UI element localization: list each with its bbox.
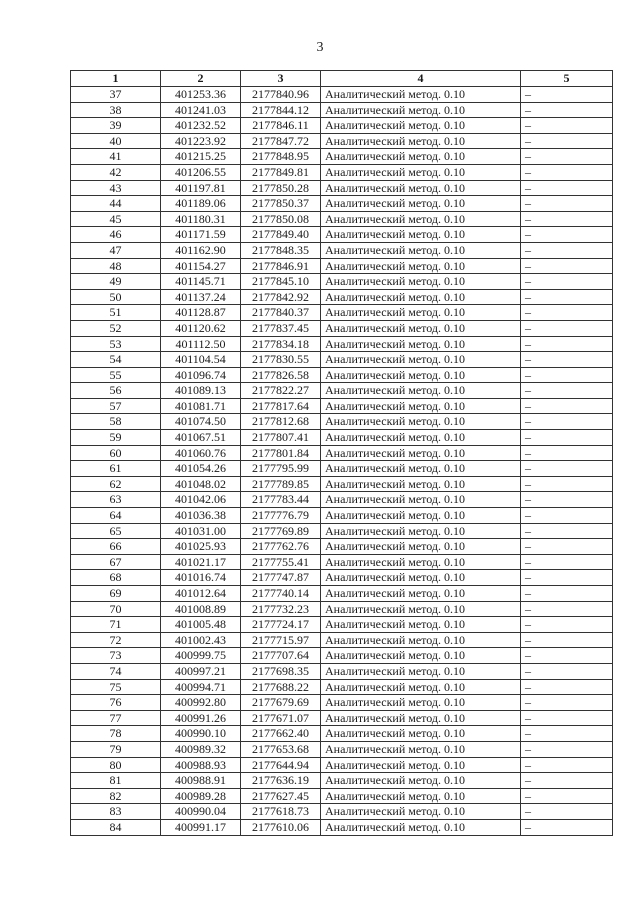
table-cell-col-5: – <box>521 398 613 414</box>
table-cell-col-3: 2177807.41 <box>241 430 321 446</box>
table-cell-col-2: 401162.90 <box>161 242 241 258</box>
table-cell-col-2: 401067.51 <box>161 430 241 446</box>
table-cell-col-2: 401054.26 <box>161 461 241 477</box>
table-cell-col-4: Аналитический метод. 0.10 <box>321 242 521 258</box>
table-cell-col-3: 2177850.08 <box>241 211 321 227</box>
table-cell-col-1: 43 <box>71 180 161 196</box>
table-cell-col-1: 39 <box>71 118 161 134</box>
table-cell-col-3: 2177740.14 <box>241 586 321 602</box>
table-cell-col-1: 48 <box>71 258 161 274</box>
table-cell-col-4: Аналитический метод. 0.10 <box>321 274 521 290</box>
table-cell-col-4: Аналитический метод. 0.10 <box>321 352 521 368</box>
table-cell-col-5: – <box>521 211 613 227</box>
table-cell-col-1: 80 <box>71 757 161 773</box>
table-cell-col-1: 70 <box>71 601 161 617</box>
table-row <box>71 788 613 804</box>
table-cell-col-5: – <box>521 414 613 430</box>
table-row <box>71 523 613 539</box>
table-cell-col-1: 60 <box>71 445 161 461</box>
table-cell-col-5: – <box>521 726 613 742</box>
table-cell-col-2: 401137.24 <box>161 289 241 305</box>
table-cell-col-1: 58 <box>71 414 161 430</box>
table-cell-col-4: Аналитический метод. 0.10 <box>321 617 521 633</box>
table-row <box>71 227 613 243</box>
table-row <box>71 242 613 258</box>
table-row <box>71 492 613 508</box>
table-row <box>71 648 613 664</box>
table-cell-col-4: Аналитический метод. 0.10 <box>321 710 521 726</box>
table-cell-col-2: 400994.71 <box>161 679 241 695</box>
table-cell-col-5: – <box>521 352 613 368</box>
table-row <box>71 695 613 711</box>
table-cell-col-2: 401096.74 <box>161 367 241 383</box>
table-cell-col-4: Аналитический метод. 0.10 <box>321 398 521 414</box>
table-cell-col-3: 2177636.19 <box>241 773 321 789</box>
table-cell-col-2: 401223.92 <box>161 133 241 149</box>
table-cell-col-5: – <box>521 773 613 789</box>
table-body <box>71 87 613 836</box>
table-row <box>71 586 613 602</box>
table-cell-col-1: 55 <box>71 367 161 383</box>
table-cell-col-3: 2177789.85 <box>241 476 321 492</box>
table-cell-col-3: 2177698.35 <box>241 663 321 679</box>
table-cell-col-4: Аналитический метод. 0.10 <box>321 819 521 835</box>
table-row <box>71 87 613 103</box>
table-header-row <box>71 71 613 87</box>
table-cell-col-3: 2177840.37 <box>241 305 321 321</box>
table-cell-col-2: 400989.28 <box>161 788 241 804</box>
table-cell-col-5: – <box>521 461 613 477</box>
table-cell-col-2: 401005.48 <box>161 617 241 633</box>
table-row <box>71 679 613 695</box>
table-cell-col-2: 401215.25 <box>161 149 241 165</box>
table-cell-col-5: – <box>521 570 613 586</box>
table-cell-col-2: 401021.17 <box>161 554 241 570</box>
table-cell-col-4: Аналитический метод. 0.10 <box>321 523 521 539</box>
table-cell-col-5: – <box>521 133 613 149</box>
table-cell-col-5: – <box>521 523 613 539</box>
table-cell-col-4: Аналитический метод. 0.10 <box>321 586 521 602</box>
table-cell-col-4: Аналитический метод. 0.10 <box>321 461 521 477</box>
table-cell-col-2: 401008.89 <box>161 601 241 617</box>
table-cell-col-3: 2177849.40 <box>241 227 321 243</box>
table-row <box>71 554 613 570</box>
table-cell-col-3: 2177830.55 <box>241 352 321 368</box>
table-cell-col-2: 400990.10 <box>161 726 241 742</box>
table-cell-col-2: 401180.31 <box>161 211 241 227</box>
table-cell-col-4: Аналитический метод. 0.10 <box>321 289 521 305</box>
table-cell-col-3: 2177662.40 <box>241 726 321 742</box>
table-cell-col-1: 50 <box>71 289 161 305</box>
table-cell-col-1: 51 <box>71 305 161 321</box>
table-cell-col-2: 401025.93 <box>161 539 241 555</box>
table-cell-col-1: 42 <box>71 164 161 180</box>
table-cell-col-1: 81 <box>71 773 161 789</box>
table-cell-col-5: – <box>521 476 613 492</box>
table-cell-col-2: 401241.03 <box>161 102 241 118</box>
table-cell-col-1: 74 <box>71 663 161 679</box>
table-row <box>71 133 613 149</box>
table-cell-col-1: 77 <box>71 710 161 726</box>
table-cell-col-4: Аналитический метод. 0.10 <box>321 133 521 149</box>
table-cell-col-1: 66 <box>71 539 161 555</box>
table-cell-col-4: Аналитический метод. 0.10 <box>321 445 521 461</box>
table-cell-col-5: – <box>521 539 613 555</box>
table-cell-col-2: 401031.00 <box>161 523 241 539</box>
table-row <box>71 601 613 617</box>
table-cell-col-1: 47 <box>71 242 161 258</box>
table-cell-col-5: – <box>521 196 613 212</box>
table-cell-col-2: 401089.13 <box>161 383 241 399</box>
table-cell-col-2: 400999.75 <box>161 648 241 664</box>
table-cell-col-1: 57 <box>71 398 161 414</box>
table-cell-col-4: Аналитический метод. 0.10 <box>321 336 521 352</box>
table-cell-col-4: Аналитический метод. 0.10 <box>321 102 521 118</box>
table-cell-col-5: – <box>521 445 613 461</box>
table-cell-col-2: 401036.38 <box>161 508 241 524</box>
table-cell-col-3: 2177679.69 <box>241 695 321 711</box>
table-cell-col-5: – <box>521 367 613 383</box>
table-cell-col-5: – <box>521 102 613 118</box>
table-cell-col-1: 76 <box>71 695 161 711</box>
table-cell-col-3: 2177795.99 <box>241 461 321 477</box>
table-cell-col-5: – <box>521 258 613 274</box>
table-cell-col-5: – <box>521 819 613 835</box>
table-cell-col-4: Аналитический метод. 0.10 <box>321 492 521 508</box>
table-cell-col-1: 73 <box>71 648 161 664</box>
table-cell-col-3: 2177850.37 <box>241 196 321 212</box>
table-cell-col-5: – <box>521 305 613 321</box>
table-cell-col-4: Аналитический метод. 0.10 <box>321 383 521 399</box>
table-row <box>71 663 613 679</box>
table-cell-col-1: 69 <box>71 586 161 602</box>
table-cell-col-2: 401104.54 <box>161 352 241 368</box>
table-cell-col-5: – <box>521 180 613 196</box>
table-cell-col-5: – <box>521 492 613 508</box>
table-cell-col-4: Аналитический метод. 0.10 <box>321 164 521 180</box>
header-col-3: 3 <box>241 71 321 87</box>
table-cell-col-3: 2177755.41 <box>241 554 321 570</box>
table-cell-col-3: 2177688.22 <box>241 679 321 695</box>
table-cell-col-3: 2177844.12 <box>241 102 321 118</box>
table-cell-col-2: 401120.62 <box>161 320 241 336</box>
table-cell-col-1: 75 <box>71 679 161 695</box>
table-cell-col-1: 52 <box>71 320 161 336</box>
table-row <box>71 289 613 305</box>
table-row <box>71 180 613 196</box>
table-cell-col-5: – <box>521 757 613 773</box>
table-cell-col-1: 82 <box>71 788 161 804</box>
table-cell-col-4: Аналитический метод. 0.10 <box>321 305 521 321</box>
table-cell-col-5: – <box>521 788 613 804</box>
table-cell-col-4: Аналитический метод. 0.10 <box>321 741 521 757</box>
table-cell-col-4: Аналитический метод. 0.10 <box>321 663 521 679</box>
table-row <box>71 508 613 524</box>
table-cell-col-3: 2177801.84 <box>241 445 321 461</box>
table-row <box>71 726 613 742</box>
table-cell-col-4: Аналитический метод. 0.10 <box>321 430 521 446</box>
table-cell-col-2: 401016.74 <box>161 570 241 586</box>
table-cell-col-3: 2177644.94 <box>241 757 321 773</box>
table-cell-col-4: Аналитический метод. 0.10 <box>321 414 521 430</box>
table-cell-col-2: 400997.21 <box>161 663 241 679</box>
table-cell-col-4: Аналитический метод. 0.10 <box>321 320 521 336</box>
table-cell-col-5: – <box>521 586 613 602</box>
table-cell-col-1: 56 <box>71 383 161 399</box>
table-cell-col-3: 2177610.06 <box>241 819 321 835</box>
table-cell-col-3: 2177826.58 <box>241 367 321 383</box>
table-cell-col-2: 401206.55 <box>161 164 241 180</box>
table-cell-col-3: 2177846.11 <box>241 118 321 134</box>
table-cell-col-3: 2177769.89 <box>241 523 321 539</box>
table-cell-col-2: 401253.36 <box>161 87 241 103</box>
table-cell-col-1: 78 <box>71 726 161 742</box>
table-cell-col-3: 2177776.79 <box>241 508 321 524</box>
table-cell-col-5: – <box>521 274 613 290</box>
table-cell-col-4: Аналитический метод. 0.10 <box>321 726 521 742</box>
table-row <box>71 164 613 180</box>
table-cell-col-4: Аналитический метод. 0.10 <box>321 227 521 243</box>
table-cell-col-1: 45 <box>71 211 161 227</box>
table-cell-col-3: 2177822.27 <box>241 383 321 399</box>
table-cell-col-4: Аналитический метод. 0.10 <box>321 180 521 196</box>
table-row <box>71 211 613 227</box>
table-row <box>71 617 613 633</box>
table-cell-col-1: 67 <box>71 554 161 570</box>
table-row <box>71 757 613 773</box>
table-cell-col-4: Аналитический метод. 0.10 <box>321 804 521 820</box>
table-cell-col-3: 2177618.73 <box>241 804 321 820</box>
header-col-5: 5 <box>521 71 613 87</box>
table-cell-col-1: 68 <box>71 570 161 586</box>
table-cell-col-4: Аналитический метод. 0.10 <box>321 196 521 212</box>
table-cell-col-3: 2177783.44 <box>241 492 321 508</box>
table-row <box>71 320 613 336</box>
table-cell-col-5: – <box>521 617 613 633</box>
table-cell-col-3: 2177724.17 <box>241 617 321 633</box>
table-row <box>71 476 613 492</box>
table-cell-col-2: 401060.76 <box>161 445 241 461</box>
table-row <box>71 741 613 757</box>
table-cell-col-5: – <box>521 741 613 757</box>
table-cell-col-2: 401002.43 <box>161 632 241 648</box>
table-cell-col-2: 400991.26 <box>161 710 241 726</box>
table-cell-col-2: 401012.64 <box>161 586 241 602</box>
table-row <box>71 102 613 118</box>
table-cell-col-5: – <box>521 118 613 134</box>
table-cell-col-5: – <box>521 430 613 446</box>
table-cell-col-4: Аналитический метод. 0.10 <box>321 788 521 804</box>
table-cell-col-5: – <box>521 601 613 617</box>
table-cell-col-5: – <box>521 242 613 258</box>
table-cell-col-1: 37 <box>71 87 161 103</box>
table-cell-col-3: 2177847.72 <box>241 133 321 149</box>
table-cell-col-5: – <box>521 289 613 305</box>
table-cell-col-2: 401042.06 <box>161 492 241 508</box>
table-cell-col-4: Аналитический метод. 0.10 <box>321 367 521 383</box>
table-cell-col-3: 2177840.96 <box>241 87 321 103</box>
table-cell-col-1: 53 <box>71 336 161 352</box>
table-cell-col-3: 2177707.64 <box>241 648 321 664</box>
table-cell-col-3: 2177812.68 <box>241 414 321 430</box>
table-cell-col-4: Аналитический метод. 0.10 <box>321 149 521 165</box>
table-cell-col-5: – <box>521 336 613 352</box>
table-cell-col-3: 2177845.10 <box>241 274 321 290</box>
table-row <box>71 196 613 212</box>
table-cell-col-2: 400988.91 <box>161 773 241 789</box>
table-cell-col-5: – <box>521 695 613 711</box>
table-cell-col-2: 401232.52 <box>161 118 241 134</box>
table-cell-col-5: – <box>521 554 613 570</box>
page-number: 3 <box>316 40 324 55</box>
table-cell-col-4: Аналитический метод. 0.10 <box>321 211 521 227</box>
table-cell-col-4: Аналитический метод. 0.10 <box>321 118 521 134</box>
table-cell-col-3: 2177762.76 <box>241 539 321 555</box>
table-cell-col-5: – <box>521 679 613 695</box>
table-cell-col-2: 400991.17 <box>161 819 241 835</box>
table-cell-col-1: 59 <box>71 430 161 446</box>
table-cell-col-2: 401189.06 <box>161 196 241 212</box>
table-cell-col-2: 400990.04 <box>161 804 241 820</box>
table-cell-col-1: 62 <box>71 476 161 492</box>
table-row <box>71 539 613 555</box>
table-cell-col-2: 401145.71 <box>161 274 241 290</box>
table-row <box>71 445 613 461</box>
table-cell-col-4: Аналитический метод. 0.10 <box>321 773 521 789</box>
table-row <box>71 632 613 648</box>
table-row <box>71 305 613 321</box>
table-cell-col-2: 400992.80 <box>161 695 241 711</box>
header-col-2: 2 <box>161 71 241 87</box>
table-row <box>71 383 613 399</box>
table-cell-col-2: 401074.50 <box>161 414 241 430</box>
table-cell-col-1: 46 <box>71 227 161 243</box>
table-row <box>71 398 613 414</box>
table-cell-col-1: 84 <box>71 819 161 835</box>
table-cell-col-3: 2177850.28 <box>241 180 321 196</box>
table-cell-col-1: 40 <box>71 133 161 149</box>
table-cell-col-1: 49 <box>71 274 161 290</box>
table-cell-col-5: – <box>521 320 613 336</box>
table-cell-col-1: 64 <box>71 508 161 524</box>
table-cell-col-4: Аналитический метод. 0.10 <box>321 539 521 555</box>
table-cell-col-4: Аналитический метод. 0.10 <box>321 648 521 664</box>
table-cell-col-5: – <box>521 508 613 524</box>
table-cell-col-2: 401154.27 <box>161 258 241 274</box>
table-cell-col-3: 2177849.81 <box>241 164 321 180</box>
table-row <box>71 118 613 134</box>
table-row <box>71 352 613 368</box>
table-row <box>71 773 613 789</box>
table-cell-col-1: 72 <box>71 632 161 648</box>
table-cell-col-3: 2177747.87 <box>241 570 321 586</box>
table-cell-col-3: 2177671.07 <box>241 710 321 726</box>
table-cell-col-1: 38 <box>71 102 161 118</box>
table-cell-col-2: 401081.71 <box>161 398 241 414</box>
table-cell-col-4: Аналитический метод. 0.10 <box>321 632 521 648</box>
table-cell-col-2: 401128.87 <box>161 305 241 321</box>
table-row <box>71 149 613 165</box>
table-cell-col-4: Аналитический метод. 0.10 <box>321 508 521 524</box>
table-cell-col-2: 401112.50 <box>161 336 241 352</box>
table-cell-col-4: Аналитический метод. 0.10 <box>321 258 521 274</box>
table-cell-col-4: Аналитический метод. 0.10 <box>321 476 521 492</box>
table-cell-col-4: Аналитический метод. 0.10 <box>321 570 521 586</box>
table-cell-col-3: 2177837.45 <box>241 320 321 336</box>
table-cell-col-3: 2177817.64 <box>241 398 321 414</box>
table-cell-col-1: 54 <box>71 352 161 368</box>
header-col-1: 1 <box>71 71 161 87</box>
table-cell-col-5: – <box>521 227 613 243</box>
table-cell-col-5: – <box>521 663 613 679</box>
table-cell-col-1: 44 <box>71 196 161 212</box>
table-row <box>71 258 613 274</box>
table-cell-col-1: 63 <box>71 492 161 508</box>
header-col-4: 4 <box>321 71 521 87</box>
table-cell-col-3: 2177653.68 <box>241 741 321 757</box>
table-cell-col-1: 79 <box>71 741 161 757</box>
table-cell-col-3: 2177627.45 <box>241 788 321 804</box>
table-cell-col-1: 71 <box>71 617 161 633</box>
table-cell-col-3: 2177732.23 <box>241 601 321 617</box>
table-cell-col-4: Аналитический метод. 0.10 <box>321 601 521 617</box>
table-cell-col-4: Аналитический метод. 0.10 <box>321 757 521 773</box>
table-cell-col-5: – <box>521 87 613 103</box>
table-cell-col-1: 61 <box>71 461 161 477</box>
table-row <box>71 710 613 726</box>
table-row <box>71 414 613 430</box>
table-cell-col-5: – <box>521 648 613 664</box>
table-cell-col-2: 400988.93 <box>161 757 241 773</box>
table-cell-col-1: 41 <box>71 149 161 165</box>
table-cell-col-3: 2177842.92 <box>241 289 321 305</box>
table-cell-col-5: – <box>521 632 613 648</box>
table-cell-col-2: 400989.32 <box>161 741 241 757</box>
table-cell-col-3: 2177846.91 <box>241 258 321 274</box>
table-row <box>71 336 613 352</box>
table-cell-col-5: – <box>521 164 613 180</box>
table-cell-col-4: Аналитический метод. 0.10 <box>321 679 521 695</box>
table-row <box>71 461 613 477</box>
table-row <box>71 804 613 820</box>
table-cell-col-5: – <box>521 710 613 726</box>
table-row <box>71 430 613 446</box>
table-cell-col-3: 2177715.97 <box>241 632 321 648</box>
table-cell-col-3: 2177834.18 <box>241 336 321 352</box>
table-cell-col-2: 401197.81 <box>161 180 241 196</box>
table-row <box>71 274 613 290</box>
table-cell-col-5: – <box>521 804 613 820</box>
coordinates-table <box>70 70 613 836</box>
table-cell-col-4: Аналитический метод. 0.10 <box>321 554 521 570</box>
table-row <box>71 819 613 835</box>
table-cell-col-1: 65 <box>71 523 161 539</box>
table-cell-col-3: 2177848.35 <box>241 242 321 258</box>
table-cell-col-2: 401171.59 <box>161 227 241 243</box>
table-cell-col-4: Аналитический метод. 0.10 <box>321 695 521 711</box>
table-cell-col-5: – <box>521 383 613 399</box>
table-cell-col-4: Аналитический метод. 0.10 <box>321 87 521 103</box>
table-cell-col-3: 2177848.95 <box>241 149 321 165</box>
table-cell-col-1: 83 <box>71 804 161 820</box>
table-cell-col-5: – <box>521 149 613 165</box>
table-row <box>71 570 613 586</box>
table-row <box>71 367 613 383</box>
table-cell-col-2: 401048.02 <box>161 476 241 492</box>
